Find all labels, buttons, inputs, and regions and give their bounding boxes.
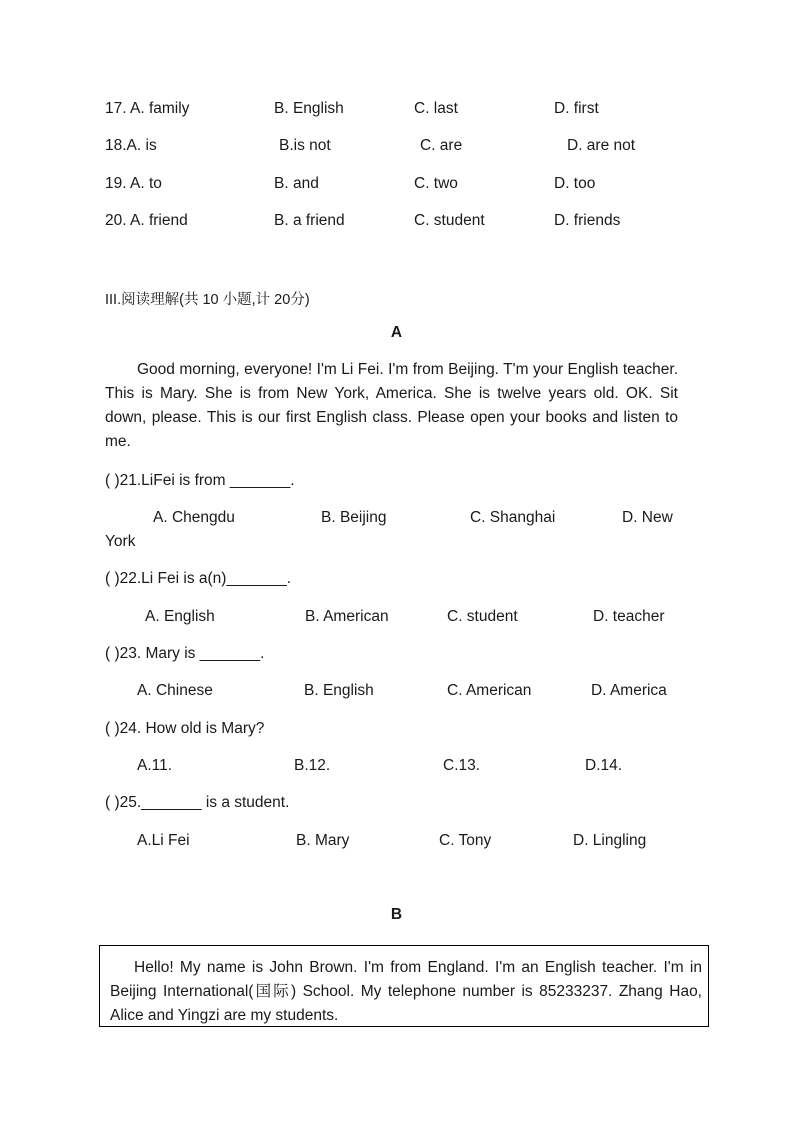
option-a: 20. A. friend [105,212,188,229]
option-c: C. last [414,100,458,117]
question-25-option-a: A.Li Fei [137,832,190,849]
question-21-option-b: B. Beijing [321,509,387,526]
option-d: D. too [554,175,596,192]
passage-a [105,358,678,454]
passage-b-box [99,945,709,1027]
passage-b-title: B [390,906,403,923]
passage-b-text: Hello! My name is John Brown. I'm from England. I'm an English teacher. I'm in Beijing International(国际) School. My telephone number is 85233237. Zhang Hao, Alice and Yingzi are my students. [110,959,702,1024]
option-c: C. are [420,137,463,154]
question-24-stem: ( )24. How old is Mary? [105,720,265,737]
option-a: 19. A. to [105,175,162,192]
question-24-option-a: A.11. [137,757,173,774]
option-d: D. are not [567,137,636,154]
option-a: 17. A. family [105,100,190,117]
question-21-option-d-wrap: York [105,533,136,550]
question-22-option-c: C. student [447,608,518,625]
question-23-stem: ( )23. Mary is _______. [105,645,265,662]
question-22-option-b: B. American [305,608,389,625]
question-25-option-c: C. Tony [439,832,492,849]
question-22-option-d: D. teacher [593,608,665,625]
option-d: D. first [554,100,599,117]
question-25-stem: ( )25._______ is a student. [105,794,290,811]
question-21-option-c: C. Shanghai [470,509,556,526]
option-b: B. English [274,100,344,117]
option-d: D. friends [554,212,621,229]
question-24-option-b: B.12. [294,757,331,774]
question-21-stem: ( )21.LiFei is from _______. [105,472,295,489]
question-25-option-b: B. Mary [296,832,350,849]
option-b: B.is not [279,137,331,154]
question-21-option-a: A. Chengdu [153,509,235,526]
passage-a-title: A [390,324,403,341]
option-a: 18.A. is [105,137,157,154]
question-24-option-d: D.14. [585,757,623,774]
passage-a-text: Good morning, everyone! I'm Li Fei. I'm from Beijing. T'm your English teacher. This is Mary. She is from New York, America. She is twelve years old. OK. Sit down, please. This is our first English class. Please open your books and listen to me. [105,361,678,450]
question-23-option-a: A. Chinese [137,682,213,699]
question-24-option-c: C.13. [443,757,481,774]
section-heading: III.阅读理解(共 10 小题,计 20分) [105,292,310,308]
option-c: C. student [414,212,485,229]
option-b: B. and [274,175,319,192]
question-21-option-d: D. New [622,509,673,526]
question-23-option-c: C. American [447,682,532,699]
question-23-option-d: D. America [591,682,667,699]
option-c: C. two [414,175,458,192]
option-b: B. a friend [274,212,345,229]
question-22-stem: ( )22.Li Fei is a(n)_______. [105,570,292,587]
question-23-option-b: B. English [304,682,374,699]
question-25-option-d: D. Lingling [573,832,647,849]
question-22-option-a: A. English [145,608,215,625]
